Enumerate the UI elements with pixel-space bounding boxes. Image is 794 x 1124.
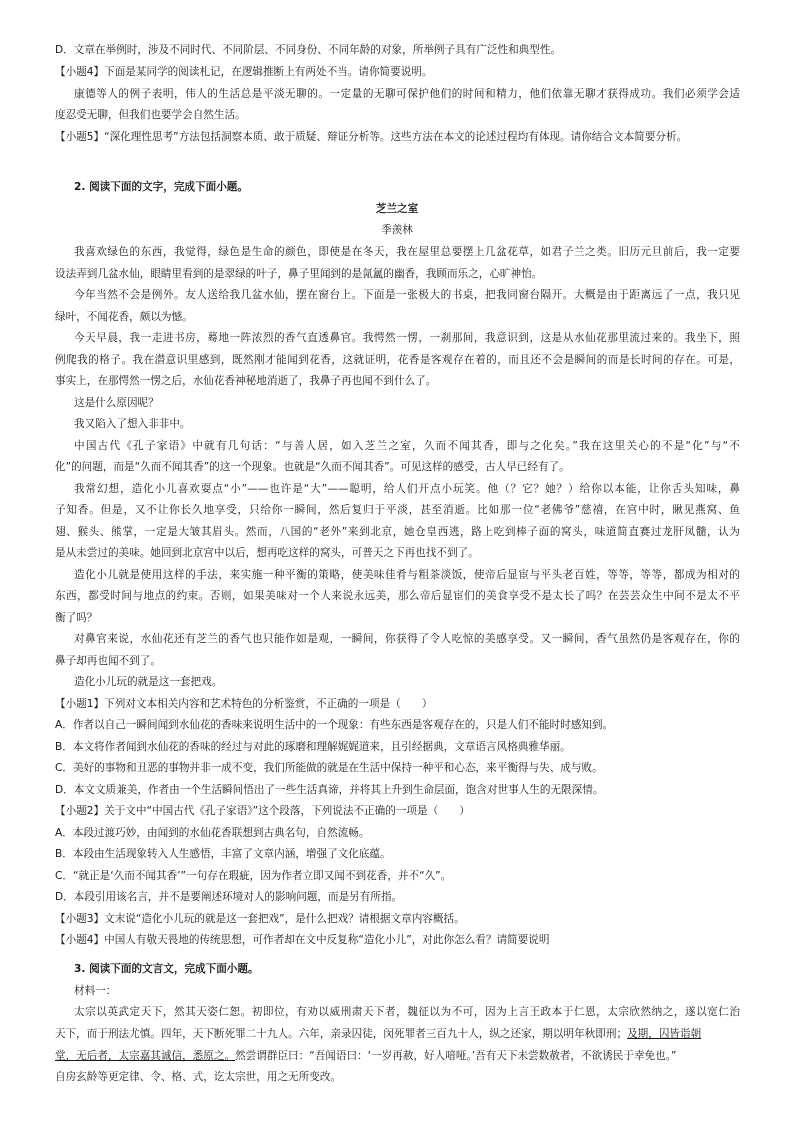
classical-line-3: [55, 1049, 740, 1064]
reading-note-line-1: 康德等人的例子表明，伟人的生活总是平淡无聊的。一定量的无聊可保护他们的时间和精力，他们依靠无聊才获得成功。我们必须学会适: [74, 88, 740, 100]
essay-line: 东西，都受时间与地点的约束。否则，如果美味对一个人来说永远美，那么帝后显宦们的美食享受不是太长了吗？在芸芸众生中间不是太不平: [55, 590, 740, 602]
question-3-stem: 【小题3】文末说“造化小儿玩的就是这一套把戏”，是什么把戏？请根据文章内容概括。: [55, 913, 465, 925]
classical-line-2: [55, 1027, 740, 1042]
question-2-option-b: B．本段由生活现象转入人生感悟，丰富了文章内涵，增强了文化底蕴。: [55, 848, 391, 860]
essay-line: 子知香。但是，又不让你长久地享受，只给你一瞬间，然后复归于平淡，甚至消逝。比如那一位“老佛爷”慈禧，在宫中时，瞅见燕窝、鱼: [55, 504, 740, 516]
section-3-heading: 3. 阅读下面的文言文，完成下面小题。: [74, 963, 259, 975]
classical-line-4: 自房玄龄等更定律、令、格、式，讫太宗世，用之无所变改。: [55, 1071, 342, 1083]
classical-text: 天下，而于刑法尤慎。四年，天下断死罪二十九人。六年，亲录囚徒，闵死罪者三百九十人，纵之还家，期以明年秋即刑；: [55, 1028, 628, 1040]
question-2-stem: 【小题2】关于文中“中国古代《孔子家语》”这个段落，下列说法不正确的一项是（ ）: [55, 805, 470, 817]
underlined-sentence: 及期，囚皆诣朝: [627, 1028, 702, 1040]
classical-text: 然尝谓群臣曰：“吾闻语曰：‘一岁再赦，好人喑哑。’吾有天下未尝数赦者，不欲诱民于幸免也。”: [235, 1050, 677, 1062]
essay-title: 芝兰之室: [375, 203, 419, 215]
essay-line: 对鼻官来说，水仙花还有芝兰的香气也只能作如是观，一瞬间，你获得了令人吃惊的美感享受。又一瞬间，香气虽然仍是客观存在，你的: [74, 633, 740, 645]
essay-line: 我喜欢绿色的东西，我觉得，绿色是生命的颜色，即使是在冬天，我在屋里总要摆上几盆花草，如君子兰之类。旧历元旦前后，我一定要: [74, 246, 740, 258]
essay-line: 化”的问题，而是“久而不闻其香”的这一个现象。也就是“久而不闻其香”。可见这样的感受，古人早已经有了。: [55, 461, 570, 473]
question-2-option-a: A．本段过渡巧妙，由闻到的水仙花香联想到古典名句，自然流畅。: [55, 827, 370, 839]
question-1-stem: 【小题1】下列对文本相关内容和艺术特色的分析鉴赏，不正确的一项是（ ）: [55, 698, 433, 710]
essay-line: 例爬我的格子。我在潜意识里感到，既然刚才能闻到花香，这就证明，花香是客观存在着的，而且还不会是瞬间的而是长时间的存在。可是，: [55, 354, 740, 366]
question-2-option-d: D．本段引用该名言，并不是要阐述环境对人的影响问题，而是另有所指。: [55, 891, 403, 903]
question-5-stem: 【小题5】“深化理性思考”方法包括洞察本质、敢于质疑、辩证分析等。这些方法在本文的论述过程均有体现。请你结合文本简要分析。: [55, 131, 688, 143]
essay-line: 今天早晨，我一走进书房，蓦地一阵浓烈的香气直透鼻官。我愕然一愣，一刹那间，我意识到，这是从水仙花那里流过来的。我坐下，照: [74, 332, 740, 344]
section-2-heading: 2. 阅读下面的文字，完成下面小题。: [74, 181, 248, 193]
essay-author: 季羡林: [381, 224, 413, 236]
reading-note-line-2: 度忍受无聊，但我们也要学会自然生活。: [55, 109, 246, 121]
question-1-option-c: C．美好的事物和丑恶的事物并非一成不变，我们所能做的就是在生活中保持一种平和心态，来平衡得与失、成与败。: [55, 762, 603, 774]
essay-line: 今年当然不会是例外。友人送给我几盆水仙，摆在窗台上。下面是一张极大的书桌，把我同窗台隔开。大概是由于距离远了一点，我只见: [74, 289, 740, 301]
question-2-option-c: C．“就正是‘久而不闻其香’”一句存在瑕疵，因为作者立即又闻不到花香，并不“久”。: [55, 870, 452, 882]
material-label: 材料一：: [74, 985, 117, 997]
essay-line: 我常幻想，造化小儿喜欢耍点“小”——也许是“大”——聪明，给人们开点小玩笑。他（？它？她？）给你以本能，让你舌头知味，鼻: [74, 483, 740, 495]
option-d-line: D．文章在举例时，涉及不同时代、不同阶层、不同身份、不同年龄的对象，所举例子具有广泛性和典型性。: [55, 44, 562, 56]
essay-line: 是从未尝过的美味。她回到北京宫中以后，想再吃这样的窝头，可普天之下再也找不到了。: [55, 547, 479, 559]
essay-line: 造化小儿就是使用这样的手法，来实施一种平衡的策略，使美味佳肴与粗茶淡饭，使帝后显宦与平头老百姓，等等，等等，都成为相对的: [74, 569, 740, 581]
essay-line: 事实上，在那愕然一愣之后，水仙花香神秘地消逝了，我鼻子再也闻不到什么了。: [55, 375, 437, 387]
essay-line: 衡了吗？: [55, 612, 98, 624]
essay-line: 造化小儿玩的就是这一套把戏。: [74, 676, 223, 688]
question-1-option-a: A．作者以自己一瞬间闻到水仙花的香味来说明生活中的一个现象：有些东西是客观存在的，只是人们不能时时感知到。: [55, 719, 614, 731]
question-1-option-b: B．本文将作者闻到水仙花的香味的经过与对此的琢磨和理解娓娓道来，且引经据典，文章语言风格典雅华丽。: [55, 741, 571, 753]
question-1-option-d: D．本文文质兼美，作者由一个生活瞬间悟出了一些生活真谛，并将其上升到生命层面，饱含对世事人生的无限深情。: [55, 784, 604, 796]
question-4-stem: 【小题4】下面是某同学的阅读札记，在逻辑推断上有两处不当。请你简要说明。: [55, 66, 433, 78]
essay-line: 设法弄到几盆水仙，眼睛里看到的是翠绿的叶子，鼻子里闻到的是氤氲的幽香，我顾而乐之，心旷神怡。: [55, 268, 543, 280]
essay-line: 这是什么原因呢？: [74, 397, 159, 409]
essay-line: 中国古代《孔子家语》中就有几句话：“与善人居，如入芝兰之室，久而不闻其香，即与之化矣。”我在这里关心的不是“化”与“不: [74, 440, 740, 452]
essay-line: 绿叶，不闻花香，颇以为憾。: [55, 311, 193, 323]
essay-line: 鼻子却再也闻不到了。: [55, 655, 161, 667]
question-4-stem: 【小题4】中国人有敬天畏地的传统思想，可作者却在文中反复称“造化小儿”，对此你怎么看？请简要说明: [55, 934, 550, 946]
underlined-sentence: 堂，无后者，太宗嘉其诚信，悉原之。: [55, 1050, 236, 1062]
essay-line: 我又陷入了想入非非中。: [74, 418, 191, 430]
essay-line: 翅、猴头、熊掌，一定是大皱其眉头。然而，八国的“老外”来到北京，她仓皇西逃，路上吃到棒子面的窝头，味道简直赛过龙肝凤髓，认为: [55, 526, 740, 538]
classical-line-1: 太宗以英武定天下，然其天姿仁恕。初即位，有劝以威刑肃天下者，魏征以为不可，因为上言王政本于仁恩，太宗欣然纳之，遂以宽仁治: [74, 1006, 740, 1018]
